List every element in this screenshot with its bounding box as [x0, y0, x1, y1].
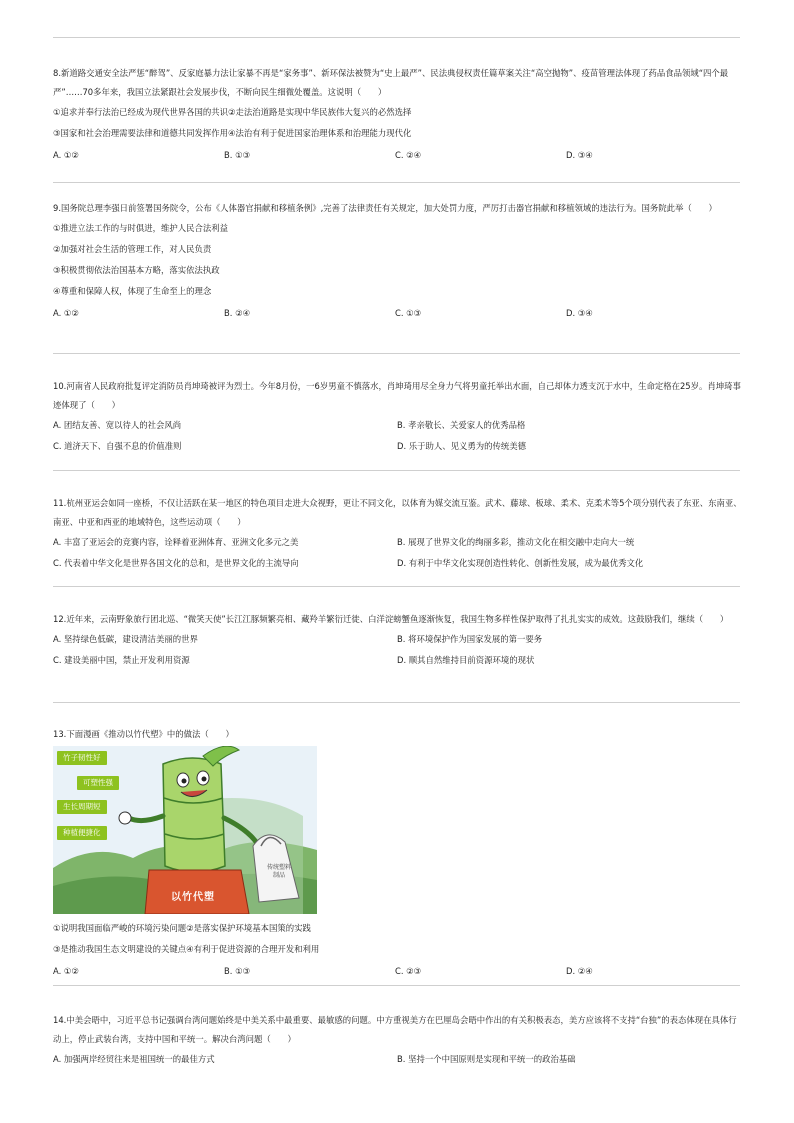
option-b[interactable]: B. ②④ — [224, 308, 251, 318]
cartoon-box-label: 以竹代塑 — [171, 892, 215, 903]
question-10-options-row-2 — [53, 436, 743, 457]
question-14-stem: 14.中美会晤中，习近平总书记强调台湾问题始终是中美关系中最重要、最敏感的问题。中方重视美方在巴厘岛会晤中作出的有关积极表态，美方应该将不支持“台独”的表态体现在具体行动上，停止武装台湾，支持中国和平统一。解决台湾问题（ ） — [53, 1015, 737, 1044]
question-10-stem: 10.河南省人民政府批复评定消防员肖坤琦被评为烈士。今年8月份，一6岁男童不慎落水，肖坤琦用尽全身力气将男童托举出水面，自己却体力透支沉于水中，生命定格在25岁。肖坤琦事迹体现了（ ） — [53, 381, 741, 410]
option-d[interactable]: D. 有利于中华文化实现创造性转化、创新性发展，成为最优秀文化 — [397, 558, 644, 568]
question-10 — [53, 377, 743, 457]
question-12-stem: 12.近年来，云南野象旅行团北巡、“微笑天使”长江江豚频繁亮相、藏羚羊繁衍迁徙、白洋淀螃蟹鱼逐渐恢复，我国生物多样性保护取得了扎扎实实的成效。这鼓励我们，继续（ ） — [53, 614, 729, 624]
cartoon-tag-4: 种植便捷化 — [57, 826, 107, 840]
option-c[interactable]: C. ②③ — [395, 966, 422, 976]
question-9-stem: 9.国务院总理李强日前签署国务院令，公布《人体器官捐献和移植条例》,完善了法律责任有关规定，加大处罚力度，严厉打击器官捐献和移植领域的违法行为。国务院此举（ ） — [53, 203, 717, 213]
separator-q10-q11 — [53, 470, 740, 471]
question-13-statements-1: ①说明我国面临严峻的环境污染问题②是落实保护环境基本国策的实践 — [53, 923, 311, 933]
option-c[interactable]: C. 建设美丽中国，禁止开发利用资源 — [53, 655, 190, 665]
question-12-options-row-1 — [53, 629, 743, 650]
question-9-statement-1: ①推进立法工作的与时俱进，维护人民合法利益 — [53, 223, 229, 233]
option-c[interactable]: C. 道济天下、自强不息的价值准则 — [53, 441, 182, 451]
cartoon-bag-label: 传统塑料制品 — [266, 864, 291, 879]
option-a[interactable]: A. ①② — [53, 966, 79, 976]
option-a[interactable]: A. ①② — [53, 308, 79, 318]
option-c[interactable]: C. 代表着中华文化是世界各国文化的总和，是世界文化的主流导向 — [53, 558, 299, 568]
option-d[interactable]: D. ③④ — [566, 308, 593, 318]
question-13-stem: 13.下面漫画《推动以竹代塑》中的做法（ ） — [53, 729, 234, 739]
option-b[interactable]: B. ①③ — [224, 150, 251, 160]
option-a[interactable]: A. 团结友善、宽以待人的社会风尚 — [53, 420, 182, 430]
question-13-options — [53, 960, 743, 982]
separator-top — [53, 37, 740, 38]
question-13 — [53, 725, 743, 982]
cartoon-tag-1: 竹子韧性好 — [57, 751, 107, 765]
option-a[interactable]: A. 坚持绿色低碳，建设清洁美丽的世界 — [53, 634, 198, 644]
separator-q8-q9 — [53, 182, 740, 183]
question-9-statement-3: ③积极贯彻依法治国基本方略，落实依法执政 — [53, 265, 220, 275]
option-b[interactable]: B. 坚持一个中国原则是实现和平统一的政治基础 — [397, 1054, 576, 1064]
question-12 — [53, 610, 743, 671]
option-a[interactable]: A. 加强两岸经贸往来是祖国统一的最佳方式 — [53, 1054, 215, 1064]
option-a[interactable]: A. 丰富了亚运会的竞赛内容，诠释着亚洲体育、亚洲文化多元之美 — [53, 537, 299, 547]
separator-q13-q14 — [53, 985, 740, 986]
question-11 — [53, 494, 743, 574]
question-8-statements-1: ①追求并奉行法治已经成为现代世界各国的共识②走法治道路是实现中华民族伟大复兴的必然选择 — [53, 107, 412, 117]
question-9 — [53, 199, 743, 324]
separator-q11-q12 — [53, 586, 740, 587]
option-c[interactable]: C. ①③ — [395, 308, 422, 318]
separator-q9-q10 — [53, 353, 740, 354]
option-d[interactable]: D. 顺其自然维持目前资源环境的现状 — [397, 655, 535, 665]
option-b[interactable]: B. 孝亲敬长、关爱家人的优秀品格 — [397, 420, 526, 430]
question-8-stem: 8.新道路交通安全法严惩“醉驾”、反家庭暴力法让家暴不再是“家务事”、新环保法被赞为“史上最严”、民法典侵权责任篇草案关注“高空抛物”、疫苗管理法体现了药品食品领域“四个最严”……70多年来，我国立法紧跟社会发展步伐，不断向民生细微处覆盖。这说明（ ） — [53, 68, 729, 97]
question-8-options — [53, 144, 743, 166]
question-14 — [53, 1011, 743, 1070]
bamboo-cartoon — [53, 746, 317, 914]
question-12-options-row-2 — [53, 650, 743, 671]
question-8-statements-2: ③国家和社会治理需要法律和道德共同发挥作用④法治有利于促进国家治理体系和治理能力现代化 — [53, 128, 412, 138]
option-b[interactable]: B. 将环境保护作为国家发展的第一要务 — [397, 634, 543, 644]
option-c[interactable]: C. ②④ — [395, 150, 422, 160]
option-d[interactable]: D. 乐于助人、见义勇为的传统美德 — [397, 441, 527, 451]
cartoon-tag-3: 生长周期短 — [57, 800, 107, 814]
question-11-options-row-2 — [53, 553, 743, 574]
cartoon-tag-2: 可塑性强 — [77, 776, 119, 790]
question-11-stem: 11.杭州亚运会如同一座桥，不仅让活跃在某一地区的特色项目走进大众视野，更让不同文化，以体育为媒交流互鉴。武术、藤球、板球、柔术、克柔术等5个项分别代表了东亚、东南亚、南亚、中亚和西亚的地域特色，这些运动项（ ） — [53, 498, 742, 527]
question-9-options — [53, 302, 743, 324]
question-14-options-row-1 — [53, 1049, 743, 1070]
option-b[interactable]: B. ①③ — [224, 966, 251, 976]
option-d[interactable]: D. ②④ — [566, 966, 593, 976]
question-9-statement-4: ④尊重和保障人权，体现了生命至上的理念 — [53, 286, 212, 296]
option-d[interactable]: D. ③④ — [566, 150, 593, 160]
option-b[interactable]: B. 展现了世界文化的绚丽多彩，推动文化在相交融中走向大一统 — [397, 537, 635, 547]
question-8 — [53, 64, 743, 166]
question-11-options-row-1 — [53, 532, 743, 553]
question-9-statement-2: ②加强对社会生活的管理工作，对人民负责 — [53, 244, 212, 254]
question-10-options-row-1 — [53, 415, 743, 436]
separator-q12-q13 — [53, 702, 740, 703]
option-a[interactable]: A. ①② — [53, 150, 79, 160]
question-13-statements-2: ③是推动我国生态文明建设的关键点④有利于促进资源的合理开发和利用 — [53, 944, 320, 954]
